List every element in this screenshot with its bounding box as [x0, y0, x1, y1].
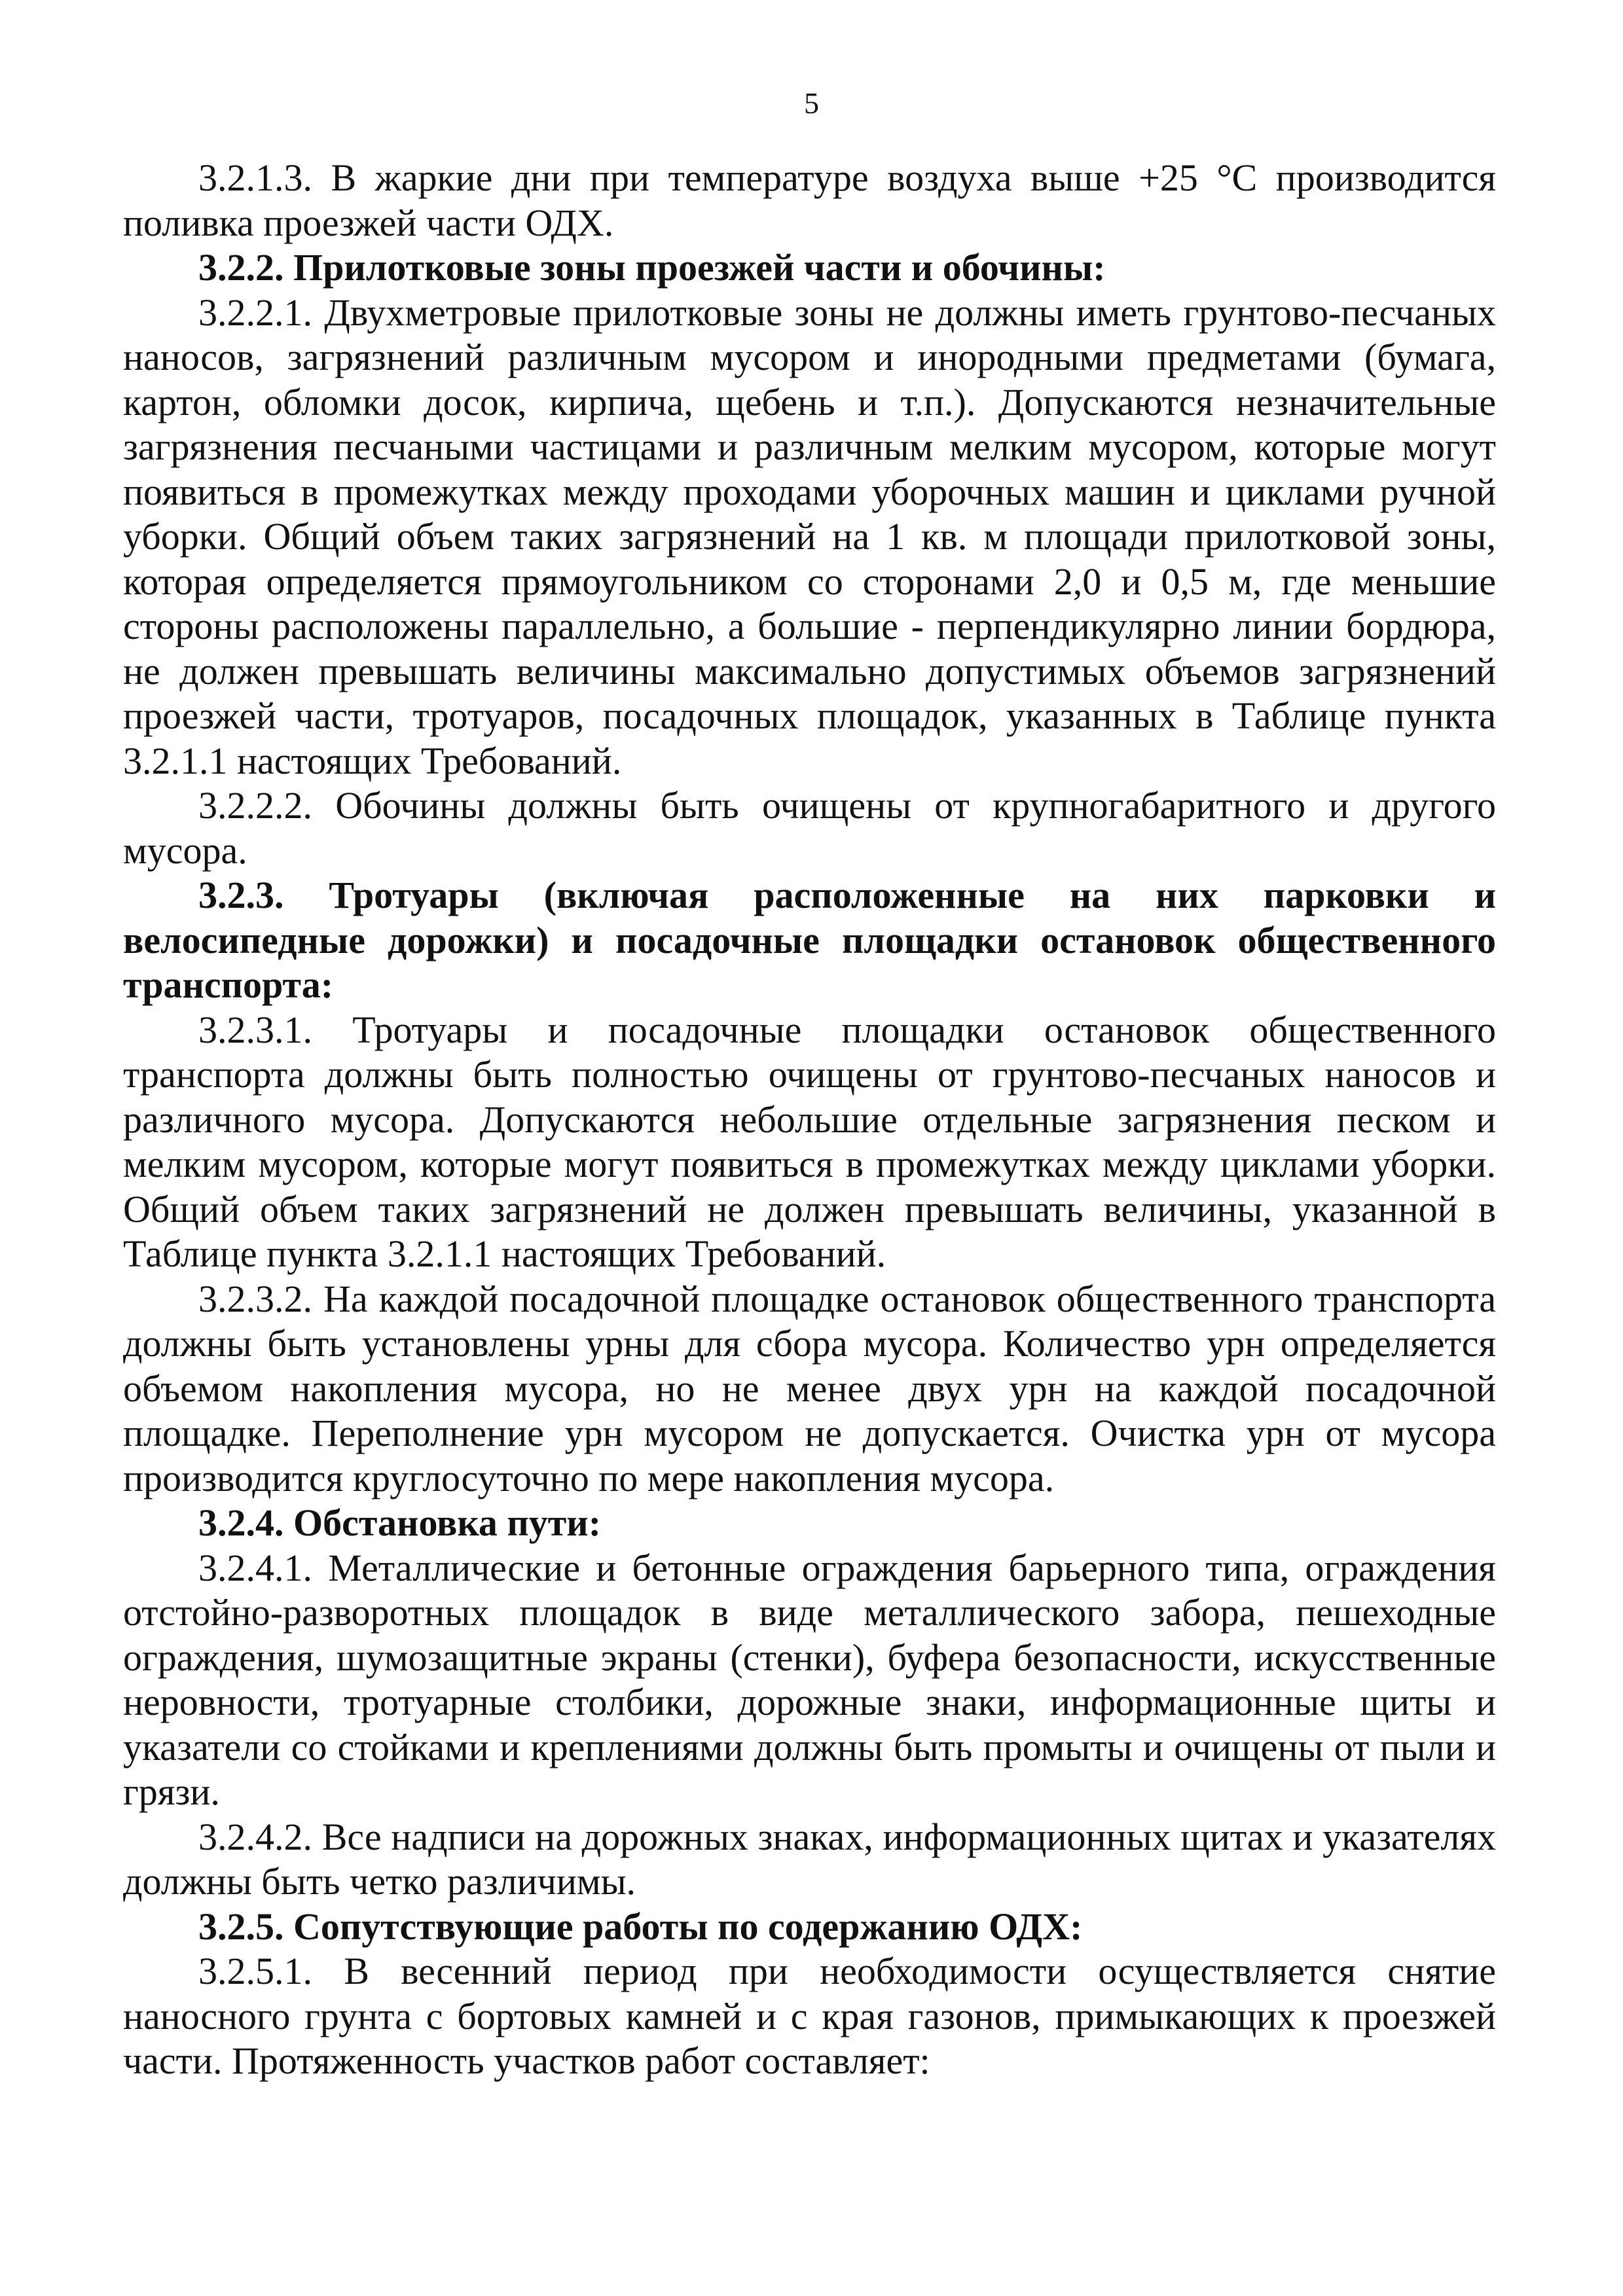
- paragraph-3-2-4-1: 3.2.4.1. Металлические и бетонные ограждения барьерного типа, ограждения отстойно-разворотных площадок в виде металлического забора, пешеходные ограждения, шумозащитные экраны (стенки), буфера безопасности, искусственные неровности, тротуарные столбики, дорожные знаки, информационные щиты и указатели со стойками и креплениями должны быть промыты и очищены от пыли и грязи.: [123, 1546, 1496, 1813]
- paragraph-3-2-1-3: 3.2.1.3. В жаркие дни при температуре воздуха выше +25 °С производится поливка проезжей части ОДХ.: [123, 156, 1496, 244]
- heading-3-2-2: 3.2.2. Прилотковые зоны проезжей части и обочины:: [198, 246, 1106, 289]
- document-body: [123, 156, 1496, 2084]
- heading-3-2-5: 3.2.5. Сопутствующие работы по содержанию ОДХ:: [198, 1905, 1083, 1948]
- paragraph-3-2-2-2: 3.2.2.2. Обочины должны быть очищены от крупногабаритного и другого мусора.: [123, 784, 1496, 872]
- heading-3-2-4: 3.2.4. Обстановка пути:: [198, 1501, 602, 1544]
- heading-3-2-3: 3.2.3. Тротуары (включая расположенные на них парковки и велосипедные дорожки) и посадочные площадки остановок общественного транспорта:: [123, 874, 1496, 1006]
- paragraph-3-2-5-1: 3.2.5.1. В весенний период при необходимости осуществляется снятие наносного грунта с бортовых камней и с края газонов, примыкающих к проезжей части. Протяженность участков работ составляет:: [123, 1950, 1496, 2082]
- page-number: 5: [804, 86, 819, 120]
- paragraph-3-2-3-2: 3.2.3.2. На каждой посадочной площадке остановок общественного транспорта должны быть установлены урны для сбора мусора. Количество урн определяется объемом накопления мусора, но не менее двух урн на каждой посадочной площадке. Переполнение урн мусором не допускается. Очистка урн от мусора производится круглосуточно по мере накопления мусора.: [123, 1277, 1496, 1499]
- paragraph-3-2-2-1: 3.2.2.1. Двухметровые прилотковые зоны не должны иметь грунтово-песчаных наносов, загрязнений различным мусором и инородными предметами (бумага, картон, обломки досок, кирпича, щебень и т.п.). Допускаются незначительные загрязнения песчаными частицами и различным мелким мусором, которые могут появиться в промежутках между проходами уборочных машин и циклами ручной уборки. Общий объем таких загрязнений на 1 кв. м площади прилотковой зоны, которая определяется прямоугольником со сторонами 2,0 и 0,5 м, где меньшие стороны расположены параллельно, а большие - перпендикулярно линии бордюра, не должен превышать величины максимально допустимых объемов загрязнений проезжей части, тротуаров, посадочных площадок, указанных в Таблице пункта 3.2.1.1 настоящих Требований.: [123, 291, 1496, 782]
- paragraph-3-2-3-1: 3.2.3.1. Тротуары и посадочные площадки остановок общественного транспорта должны быть полностью очищены от грунтово-песчаных наносов и различного мусора. Допускаются небольшие отдельные загрязнения песком и мелким мусором, которые могут появиться в промежутках между циклами уборки. Общий объем таких загрязнений не должен превышать величины, указанной в Таблице пункта 3.2.1.1 настоящих Требований.: [123, 1008, 1496, 1275]
- paragraph-3-2-4-2: 3.2.4.2. Все надписи на дорожных знаках, информационных щитах и указателях должны быть четко различимы.: [123, 1815, 1496, 1903]
